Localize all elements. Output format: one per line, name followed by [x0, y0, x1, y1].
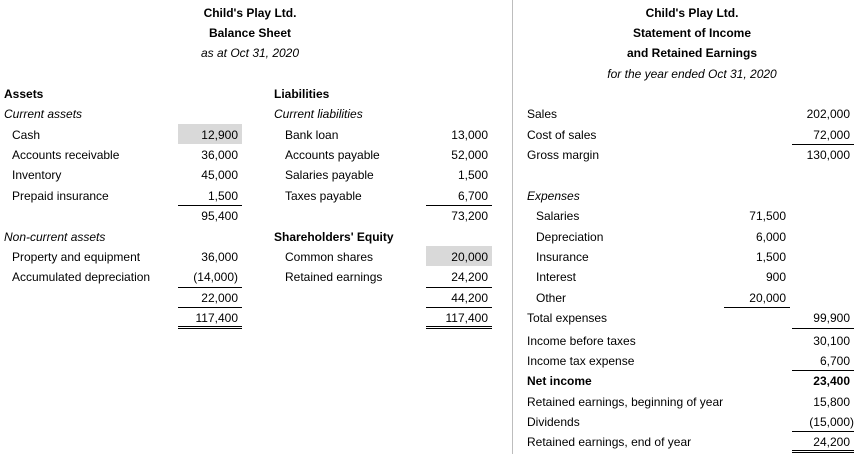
equity-total: 44,200	[451, 291, 488, 305]
expenses-heading: Expenses	[527, 189, 580, 203]
exp-label-interest: Interest	[536, 270, 577, 284]
liab-label-ap: Accounts payable	[285, 148, 380, 162]
current-assets-heading: Current assets	[4, 107, 83, 121]
is-company: Child's Play Ltd.	[645, 6, 739, 20]
exp-value-salaries: 71,500	[749, 209, 786, 223]
current-assets-total: 95,400	[201, 209, 238, 223]
rule	[792, 370, 854, 371]
asset-label-prepaid: Prepaid insurance	[12, 189, 109, 203]
noncurrent-label-ppe: Property and equipment	[12, 250, 141, 264]
exp-label-salaries: Salaries	[536, 209, 580, 223]
total-assets: 117,400	[195, 311, 238, 325]
bs-title: Balance Sheet	[208, 26, 292, 40]
liab-value-taxes: 6,700	[457, 189, 488, 203]
noncurrent-label-accdep: Accumulated depreciation	[12, 270, 151, 284]
re-begin-label: Retained earnings, beginning of year	[527, 395, 724, 409]
equity-label-common: Common shares	[285, 250, 374, 264]
noncurrent-heading: Non-current assets	[4, 230, 106, 244]
cogs-value: 72,000	[813, 128, 850, 142]
equity-value-retained: 24,200	[451, 270, 488, 284]
total-expenses-label: Total expenses	[527, 311, 608, 325]
exp-label-other: Other	[536, 291, 567, 305]
liab-value-ap: 52,000	[451, 148, 488, 162]
bs-date: as at Oct 31, 2020	[200, 46, 300, 60]
rule	[792, 431, 854, 432]
is-title2: and Retained Earnings	[626, 46, 758, 60]
exp-value-other: 20,000	[749, 291, 786, 305]
re-end-value: 24,200	[813, 435, 850, 449]
tax-value: 6,700	[819, 354, 850, 368]
asset-value-prepaid: 1,500	[207, 189, 238, 203]
is-title1: Statement of Income	[632, 26, 752, 40]
rule	[178, 307, 242, 308]
equity-value-common: 20,000	[451, 250, 488, 264]
net-income-label: Net income	[527, 374, 592, 388]
rule	[724, 307, 790, 308]
rule	[426, 205, 492, 206]
asset-value-ar: 36,000	[201, 148, 238, 162]
rule	[792, 144, 854, 145]
sales-value: 202,000	[806, 107, 850, 121]
asset-value-inventory: 45,000	[201, 168, 238, 182]
total-liabilities-equity: 117,400	[445, 311, 488, 325]
asset-label-cash: Cash	[12, 128, 41, 142]
ibt-label: Income before taxes	[527, 334, 636, 348]
rule	[426, 287, 492, 288]
rule	[792, 328, 854, 329]
double-rule	[426, 326, 492, 327]
net-income-value: 23,400	[813, 374, 850, 388]
current-liabilities-heading: Current liabilities	[274, 107, 363, 121]
exp-value-insurance: 1,500	[755, 250, 786, 264]
ibt-value: 30,100	[813, 334, 850, 348]
liab-label-taxes: Taxes payable	[285, 189, 362, 203]
liab-label-bank: Bank loan	[285, 128, 339, 142]
rule	[178, 205, 242, 206]
dividends-label: Dividends	[527, 415, 580, 429]
liab-value-bank: 13,000	[451, 128, 488, 142]
double-rule	[426, 328, 492, 329]
bs-company: Child's Play Ltd.	[203, 6, 297, 20]
equity-label-retained: Retained earnings	[285, 270, 383, 284]
asset-label-ar: Accounts receivable	[12, 148, 120, 162]
gross-label: Gross margin	[527, 148, 600, 162]
liab-value-salaries: 1,500	[457, 168, 488, 182]
current-liabilities-total: 73,200	[451, 209, 488, 223]
exp-value-interest: 900	[765, 270, 786, 284]
tax-label: Income tax expense	[527, 354, 635, 368]
rule	[178, 287, 242, 288]
dividends-value: (15,000)	[809, 415, 854, 429]
gross-value: 130,000	[806, 148, 850, 162]
sales-label: Sales	[527, 107, 558, 121]
double-rule	[792, 450, 854, 451]
is-period: for the year ended Oct 31, 2020	[607, 67, 777, 81]
exp-value-depreciation: 6,000	[755, 230, 786, 244]
double-rule	[178, 328, 242, 329]
asset-value-cash: 12,900	[201, 128, 238, 142]
noncurrent-total: 22,000	[201, 291, 238, 305]
total-expenses-value: 99,900	[813, 311, 850, 325]
liabilities-heading: Liabilities	[274, 87, 330, 101]
re-begin-value: 15,800	[813, 395, 850, 409]
noncurrent-value-ppe: 36,000	[201, 250, 238, 264]
re-end-label: Retained earnings, end of year	[527, 435, 692, 449]
liab-label-salaries: Salaries payable	[285, 168, 374, 182]
double-rule	[178, 326, 242, 327]
cogs-label: Cost of sales	[527, 128, 597, 142]
exp-label-insurance: Insurance	[536, 250, 589, 264]
noncurrent-value-accdep: (14,000)	[193, 270, 238, 284]
equity-heading: Shareholders' Equity	[274, 230, 394, 244]
section-divider	[512, 0, 513, 454]
assets-heading: Assets	[4, 87, 44, 101]
double-rule	[792, 452, 854, 453]
rule	[426, 307, 492, 308]
asset-label-inventory: Inventory	[12, 168, 62, 182]
exp-label-depreciation: Depreciation	[536, 230, 604, 244]
